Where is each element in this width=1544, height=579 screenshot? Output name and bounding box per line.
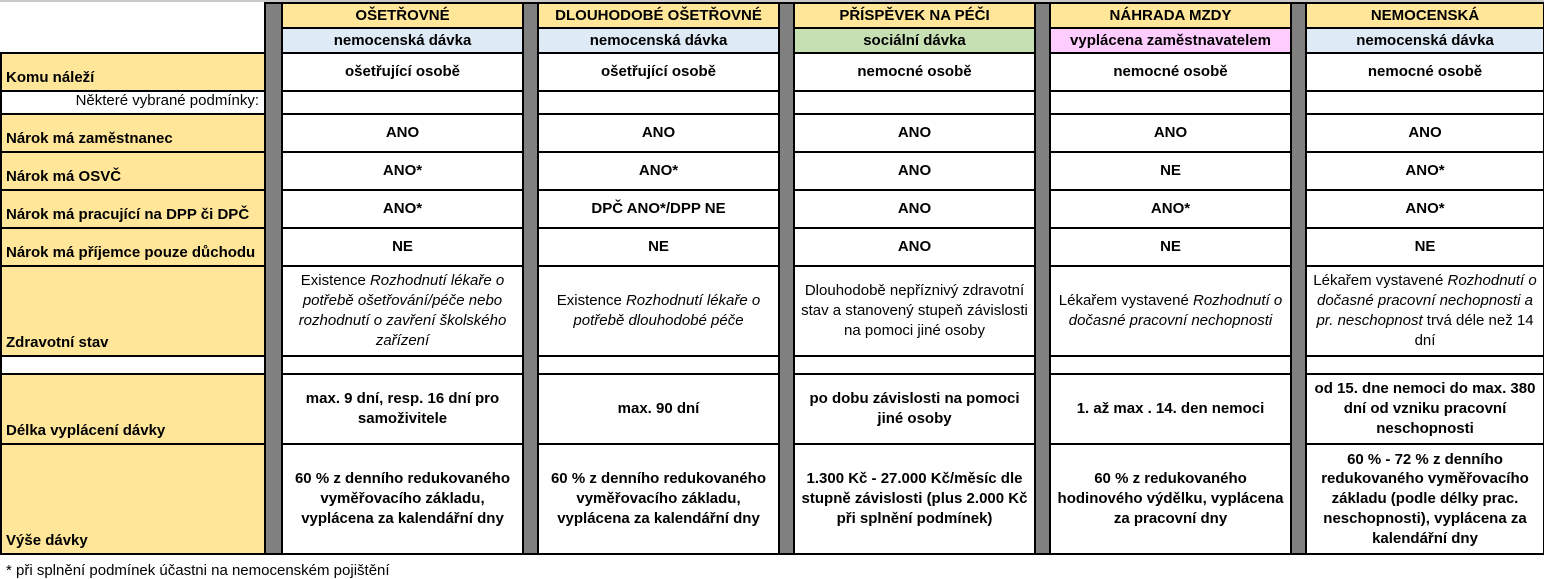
spacer-row-cell xyxy=(0,357,264,373)
narok-dpp-dpc-cell: ANO* xyxy=(1307,191,1544,227)
benefits-comparison-table xyxy=(0,2,1544,555)
header-benefit-name: DLOUHODOBÉ OŠETŘOVNÉ xyxy=(539,2,778,27)
zdravotni-stav-cell: Lékařem vystavené Rozhodnutí o dočasné pracovní nechopnosti xyxy=(1051,267,1290,355)
header-benefit-type: nemocenská dávka xyxy=(283,29,522,52)
narok-zamestnanec-cell: ANO xyxy=(283,115,522,151)
narok-osvc-cell: ANO* xyxy=(1307,153,1544,189)
empty-cell xyxy=(283,92,522,113)
delka-vyplaceni-cell: po dobu závislosti na pomoci jiné osoby xyxy=(795,375,1034,443)
column-separator xyxy=(1036,2,1049,555)
row-label-narok-duchod: Nárok má příjemce pouze důchodu xyxy=(0,229,264,265)
empty-cell xyxy=(1307,92,1544,113)
row-label-zdravotni-stav: Zdravotní stav xyxy=(0,267,264,355)
spacer-row-cell xyxy=(1307,357,1544,373)
komu-nalezi-cell: ošetřující osobě xyxy=(283,54,522,90)
header-benefit-name: NÁHRADA MZDY xyxy=(1051,2,1290,27)
row-label-podminky: Některé vybrané podmínky: xyxy=(0,92,264,113)
zdravotni-stav-cell: Existence Rozhodnutí lékaře o potřebě dlouhodobé péče xyxy=(539,267,778,355)
row-label-narok-dpp-dpc: Nárok má pracující na DPP či DPČ xyxy=(0,191,264,227)
empty-cell xyxy=(539,92,778,113)
narok-duchod-cell: NE xyxy=(283,229,522,265)
komu-nalezi-cell: ošetřující osobě xyxy=(539,54,778,90)
header-benefit-name: NEMOCENSKÁ xyxy=(1307,2,1544,27)
row-label-narok-osvc: Nárok má OSVČ xyxy=(0,153,264,189)
komu-nalezi-cell: nemocné osobě xyxy=(1051,54,1290,90)
narok-duchod-cell: ANO xyxy=(795,229,1034,265)
header-benefit-type: vyplácena zaměstnavatelem xyxy=(1051,29,1290,52)
vyse-davky-cell: 60 % z redukovaného hodinového výdělku, vyplácena za pracovní dny xyxy=(1051,445,1290,555)
narok-zamestnanec-cell: ANO xyxy=(1307,115,1544,151)
row-label-komu-nalezi: Komu náleží xyxy=(0,54,264,90)
komu-nalezi-cell: nemocné osobě xyxy=(1307,54,1544,90)
spacer-row-cell xyxy=(539,357,778,373)
delka-vyplaceni-cell: max. 90 dní xyxy=(539,375,778,443)
row-label-delka-vyplaceni: Délka vyplácení dávky xyxy=(0,375,264,443)
spacer-row-cell xyxy=(283,357,522,373)
row-label-narok-zamestnanec: Nárok má zaměstnanec xyxy=(0,115,264,151)
vyse-davky-cell: 60 % z denního redukovaného vyměřovacího základu, vyplácena za kalendářní dny xyxy=(283,445,522,555)
narok-zamestnanec-cell: ANO xyxy=(1051,115,1290,151)
empty-cell xyxy=(795,92,1034,113)
column-separator xyxy=(524,2,537,555)
narok-duchod-cell: NE xyxy=(1307,229,1544,265)
corner-blank-cell xyxy=(0,2,264,52)
vyse-davky-cell: 60 % - 72 % z denního redukovaného vyměřovacího základu (podle délky prac. neschopnosti), vyplácena za kalendářní dny xyxy=(1307,445,1544,555)
zdravotni-stav-cell: Lékařem vystavené Rozhodnutí o dočasné pracovní nechopnosti a pr. neschopnost trvá déle než 14 dní xyxy=(1307,267,1544,355)
footnote: * při splnění podmínek účastni na nemocenském pojištění xyxy=(6,562,390,579)
column-separator xyxy=(780,2,793,555)
column-separator xyxy=(266,2,281,555)
empty-cell xyxy=(1051,92,1290,113)
zdravotni-stav-cell: Dlouhodobě nepříznivý zdravotní stav a stanovený stupeň závislosti na pomoci jiné osoby xyxy=(795,267,1034,355)
header-benefit-type: sociální dávka xyxy=(795,29,1034,52)
delka-vyplaceni-cell: max. 9 dní, resp. 16 dní pro samoživitele xyxy=(283,375,522,443)
narok-duchod-cell: NE xyxy=(1051,229,1290,265)
komu-nalezi-cell: nemocné osobě xyxy=(795,54,1034,90)
narok-osvc-cell: ANO xyxy=(795,153,1034,189)
narok-dpp-dpc-cell: ANO xyxy=(795,191,1034,227)
narok-dpp-dpc-cell: DPČ ANO*/DPP NE xyxy=(539,191,778,227)
header-benefit-name: PŘÍSPĚVEK NA PÉČI xyxy=(795,2,1034,27)
narok-zamestnanec-cell: ANO xyxy=(539,115,778,151)
delka-vyplaceni-cell: od 15. dne nemoci do max. 380 dní od vzniku pracovní neschopnosti xyxy=(1307,375,1544,443)
narok-osvc-cell: NE xyxy=(1051,153,1290,189)
spacer-row-cell xyxy=(1051,357,1290,373)
spacer-row-cell xyxy=(795,357,1034,373)
vyse-davky-cell: 1.300 Kč - 27.000 Kč/měsíc dle stupně závislosti (plus 2.000 Kč při splnění podmínek) xyxy=(795,445,1034,555)
header-benefit-type: nemocenská dávka xyxy=(539,29,778,52)
narok-duchod-cell: NE xyxy=(539,229,778,265)
header-benefit-name: OŠETŘOVNÉ xyxy=(283,2,522,27)
vyse-davky-cell: 60 % z denního redukovaného vyměřovacího základu, vyplácena za kalendářní dny xyxy=(539,445,778,555)
narok-osvc-cell: ANO* xyxy=(539,153,778,189)
row-label-vyse-davky: Výše dávky xyxy=(0,445,264,555)
header-benefit-type: nemocenská dávka xyxy=(1307,29,1544,52)
column-separator xyxy=(1292,2,1305,555)
narok-zamestnanec-cell: ANO xyxy=(795,115,1034,151)
narok-osvc-cell: ANO* xyxy=(283,153,522,189)
zdravotni-stav-cell: Existence Rozhodnutí lékaře o potřebě ošetřování/péče nebo rozhodnutí o zavření školského zařízení xyxy=(283,267,522,355)
delka-vyplaceni-cell: 1. až max . 14. den nemoci xyxy=(1051,375,1290,443)
narok-dpp-dpc-cell: ANO* xyxy=(1051,191,1290,227)
narok-dpp-dpc-cell: ANO* xyxy=(283,191,522,227)
